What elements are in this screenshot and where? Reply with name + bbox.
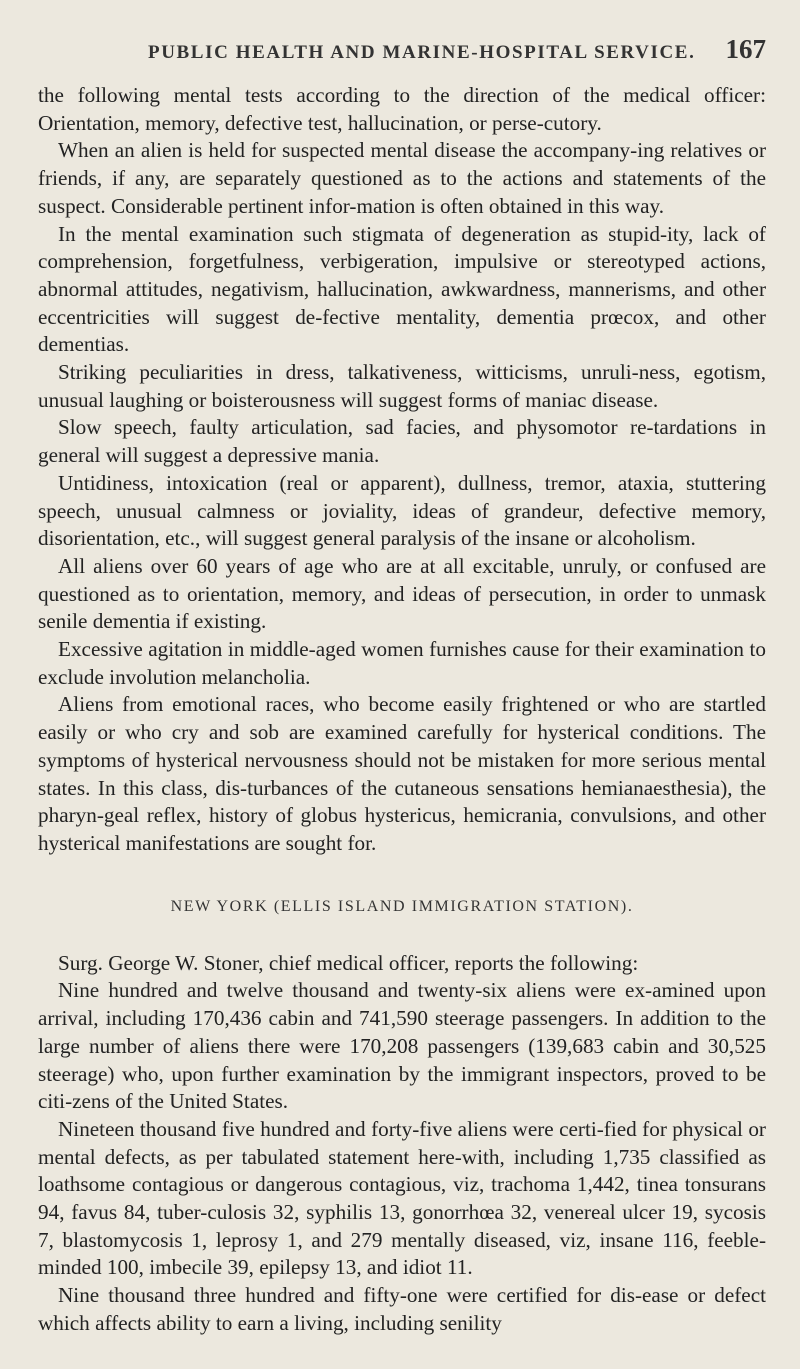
paragraph: Excessive agitation in middle-aged women furnishes cause for their examination to exclude involution melancholia. [38, 637, 766, 689]
paragraph: Surg. George W. Stoner, chief medical officer, reports the following: [58, 950, 639, 975]
paragraph: Untidiness, intoxication (real or apparent), dullness, tremor, ataxia, stuttering speech, unusual calmness or joviality, ideas of grandeur, defective memory, disorientation, etc., will suggest general paralysis of the insane or alcoholism. [38, 470, 766, 551]
paragraph-continued: the following mental tests according to the direction of the medical officer: Orientation, memory, defective test, hallucination, or perse-cutory. [38, 83, 766, 135]
paragraph: Nine hundred and twelve thousand and twenty-six aliens were ex-amined upon arrival, including 170,436 cabin and 741,590 steerage passengers. In addition to the large number of aliens there were 170,208 passengers (139,683 cabin and 30,525 steerage) who, upon further examination by the immigrant inspectors, proved to be citi-zens of the United States. [38, 978, 766, 1114]
paragraph: All aliens over 60 years of age who are at all excitable, unruly, or confused are questioned as to orientation, memory, and ideas of persecution, in order to unmask senile dementia if existing. [38, 553, 766, 634]
page-number: 167 [725, 34, 766, 64]
paragraph: When an alien is held for suspected mental disease the accompany-ing relatives or friends, if any, are separately questioned as to the actions and statements of the suspect. Considerable pertinent infor-mation is often obtained in this way. [38, 138, 766, 218]
paragraph: Nine thousand three hundred and fifty-one were certified for dis-ease or defect which affects ability to earn a living, including senility [38, 1283, 766, 1335]
paragraph: Slow speech, faulty articulation, sad facies, and physomotor re-tardations in general will suggest a depressive mania. [38, 415, 766, 468]
paragraph: Striking peculiarities in dress, talkativeness, witticisms, unruli-ness, egotism, unusual laughing or boisterousness will suggest forms of maniac disease. [38, 360, 766, 412]
paragraph: In the mental examination such stigmata of degeneration as stupid-ity, lack of comprehension, forgetfulness, verbigeration, impulsive or stereotyped actions, abnormal attitudes, negativism, hallucination, awkwardness, mannerisms, and other eccentricities will suggest de-fective mentality, dementia prœcox, and other dementias. [38, 221, 766, 357]
section-heading: NEW YORK (ELLIS ISLAND IMMIGRATION STATION). [170, 897, 634, 915]
paragraph: Nineteen thousand five hundred and forty-five aliens were certi-fied for physical or mental defects, as per tabulated statement here-with, including 1,735 classified as loathsome contagious or dangerous contagious, viz, trachoma 1,442, tinea tonsurans 94, favus 84, tuber-culosis 32, syphilis 13, gonorrhœa 32, venereal ulcer 19, sycosis 7, blastomycosis 1, leprosy 1, and 279 mentally diseased, viz, insane 116, feeble-minded 100, imbecile 39, epilepsy 13, and idiot 11. [38, 1116, 766, 1280]
body-text [38, 82, 766, 1338]
running-title: PUBLIC HEALTH AND MARINE-HOSPITAL SERVICE. [148, 42, 696, 63]
paragraph: Aliens from emotional races, who become easily frightened or who are startled easily or who cry and sob are examined carefully for hysterical conditions. The symptoms of hysterical nervousness should not be mistaken for more serious mental states. In this class, dis-turbances of the cutaneous sensations hemianaesthesia), the pharyn-geal reflex, history of globus hystericus, hemicrania, convulsions, and other hysterical manifestations are sought for. [38, 692, 766, 855]
running-header [148, 34, 766, 74]
